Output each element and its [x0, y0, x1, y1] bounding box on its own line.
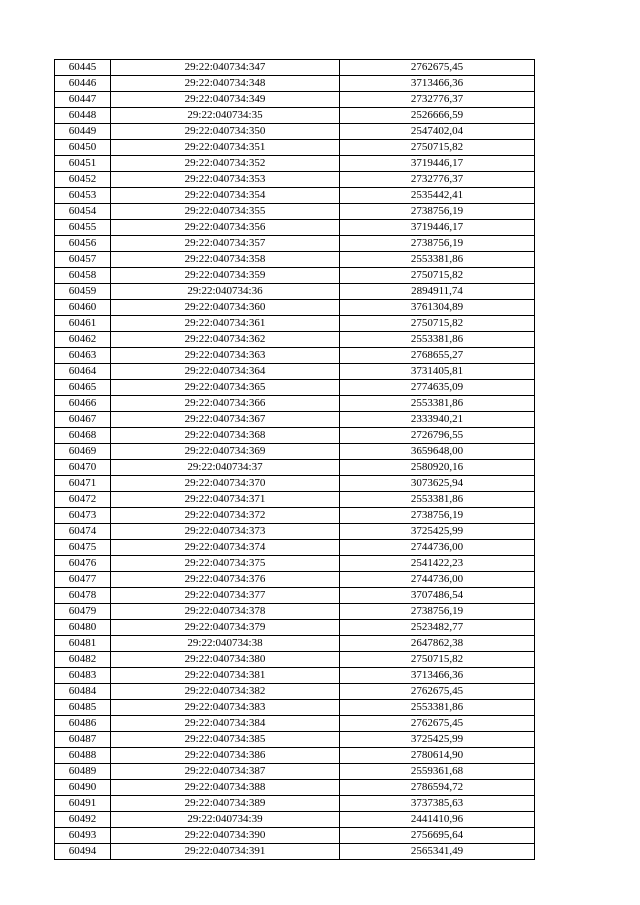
row-number-cell: 60450 — [55, 140, 111, 156]
row-number-cell: 60483 — [55, 668, 111, 684]
row-number-cell: 60459 — [55, 284, 111, 300]
value-cell: 2333940,21 — [340, 412, 535, 428]
cadastral-number-cell: 29:22:040734:352 — [111, 156, 340, 172]
table-row — [55, 444, 535, 460]
table-row — [55, 284, 535, 300]
cadastral-number-cell: 29:22:040734:351 — [111, 140, 340, 156]
table-row — [55, 668, 535, 684]
row-number-cell: 60462 — [55, 332, 111, 348]
value-cell: 3761304,89 — [340, 300, 535, 316]
row-number-cell: 60490 — [55, 780, 111, 796]
table-body — [55, 60, 535, 860]
table-row — [55, 412, 535, 428]
table-row — [55, 764, 535, 780]
value-cell: 2750715,82 — [340, 652, 535, 668]
value-cell: 2738756,19 — [340, 604, 535, 620]
cadastral-number-cell: 29:22:040734:376 — [111, 572, 340, 588]
row-number-cell: 60478 — [55, 588, 111, 604]
row-number-cell: 60467 — [55, 412, 111, 428]
value-cell: 2541422,23 — [340, 556, 535, 572]
value-cell: 2780614,90 — [340, 748, 535, 764]
value-cell: 3719446,17 — [340, 220, 535, 236]
table-row — [55, 380, 535, 396]
value-cell: 2894911,74 — [340, 284, 535, 300]
table-row — [55, 252, 535, 268]
cadastral-number-cell: 29:22:040734:362 — [111, 332, 340, 348]
row-number-cell: 60460 — [55, 300, 111, 316]
table-row — [55, 748, 535, 764]
table-row — [55, 844, 535, 860]
row-number-cell: 60452 — [55, 172, 111, 188]
cadastral-number-cell: 29:22:040734:371 — [111, 492, 340, 508]
table-row — [55, 92, 535, 108]
value-cell: 3707486,54 — [340, 588, 535, 604]
value-cell: 3725425,99 — [340, 732, 535, 748]
row-number-cell: 60463 — [55, 348, 111, 364]
cadastral-number-cell: 29:22:040734:377 — [111, 588, 340, 604]
row-number-cell: 60470 — [55, 460, 111, 476]
cadastral-number-cell: 29:22:040734:350 — [111, 124, 340, 140]
table-row — [55, 124, 535, 140]
table-row — [55, 812, 535, 828]
value-cell: 2762675,45 — [340, 684, 535, 700]
row-number-cell: 60475 — [55, 540, 111, 556]
row-number-cell: 60466 — [55, 396, 111, 412]
row-number-cell: 60453 — [55, 188, 111, 204]
value-cell: 2744736,00 — [340, 572, 535, 588]
cadastral-number-cell: 29:22:040734:381 — [111, 668, 340, 684]
cadastral-number-cell: 29:22:040734:39 — [111, 812, 340, 828]
row-number-cell: 60465 — [55, 380, 111, 396]
value-cell: 2535442,41 — [340, 188, 535, 204]
table-row — [55, 348, 535, 364]
value-cell: 2750715,82 — [340, 140, 535, 156]
table-row — [55, 204, 535, 220]
row-number-cell: 60484 — [55, 684, 111, 700]
value-cell: 3073625,94 — [340, 476, 535, 492]
cadastral-number-cell: 29:22:040734:370 — [111, 476, 340, 492]
value-cell: 2553381,86 — [340, 332, 535, 348]
cadastral-number-cell: 29:22:040734:391 — [111, 844, 340, 860]
row-number-cell: 60486 — [55, 716, 111, 732]
cadastral-number-cell: 29:22:040734:378 — [111, 604, 340, 620]
value-cell: 2553381,86 — [340, 252, 535, 268]
cadastral-number-cell: 29:22:040734:360 — [111, 300, 340, 316]
table-row — [55, 60, 535, 76]
cadastral-number-cell: 29:22:040734:366 — [111, 396, 340, 412]
cadastral-number-cell: 29:22:040734:388 — [111, 780, 340, 796]
cadastral-number-cell: 29:22:040734:386 — [111, 748, 340, 764]
cadastral-number-cell: 29:22:040734:358 — [111, 252, 340, 268]
cadastral-number-cell: 29:22:040734:359 — [111, 268, 340, 284]
value-cell: 3737385,63 — [340, 796, 535, 812]
value-cell: 2786594,72 — [340, 780, 535, 796]
row-number-cell: 60474 — [55, 524, 111, 540]
value-cell: 2553381,86 — [340, 396, 535, 412]
row-number-cell: 60445 — [55, 60, 111, 76]
value-cell: 3719446,17 — [340, 156, 535, 172]
value-cell: 2559361,68 — [340, 764, 535, 780]
cadastral-number-cell: 29:22:040734:373 — [111, 524, 340, 540]
table-row — [55, 796, 535, 812]
table-row — [55, 460, 535, 476]
table-row — [55, 556, 535, 572]
value-cell: 2580920,16 — [340, 460, 535, 476]
table-row — [55, 172, 535, 188]
row-number-cell: 60473 — [55, 508, 111, 524]
value-cell: 2547402,04 — [340, 124, 535, 140]
row-number-cell: 60480 — [55, 620, 111, 636]
row-number-cell: 60456 — [55, 236, 111, 252]
value-cell: 2744736,00 — [340, 540, 535, 556]
row-number-cell: 60458 — [55, 268, 111, 284]
cadastral-number-cell: 29:22:040734:385 — [111, 732, 340, 748]
row-number-cell: 60457 — [55, 252, 111, 268]
value-cell: 2647862,38 — [340, 636, 535, 652]
table-row — [55, 492, 535, 508]
table-row — [55, 476, 535, 492]
cadastral-number-cell: 29:22:040734:382 — [111, 684, 340, 700]
value-cell: 2774635,09 — [340, 380, 535, 396]
value-cell: 2756695,64 — [340, 828, 535, 844]
cadastral-number-cell: 29:22:040734:36 — [111, 284, 340, 300]
cadastral-number-cell: 29:22:040734:353 — [111, 172, 340, 188]
value-cell: 3659648,00 — [340, 444, 535, 460]
value-cell: 2553381,86 — [340, 700, 535, 716]
row-number-cell: 60488 — [55, 748, 111, 764]
row-number-cell: 60472 — [55, 492, 111, 508]
table-row — [55, 540, 535, 556]
table-row — [55, 604, 535, 620]
table-row — [55, 236, 535, 252]
value-cell: 2762675,45 — [340, 716, 535, 732]
row-number-cell: 60469 — [55, 444, 111, 460]
table-row — [55, 108, 535, 124]
value-cell: 2738756,19 — [340, 204, 535, 220]
table-row — [55, 268, 535, 284]
value-cell: 2738756,19 — [340, 508, 535, 524]
table-row — [55, 140, 535, 156]
row-number-cell: 60447 — [55, 92, 111, 108]
cadastral-number-cell: 29:22:040734:390 — [111, 828, 340, 844]
table-row — [55, 684, 535, 700]
cadastral-number-cell: 29:22:040734:387 — [111, 764, 340, 780]
cadastral-number-cell: 29:22:040734:368 — [111, 428, 340, 444]
table-row — [55, 636, 535, 652]
value-cell: 2441410,96 — [340, 812, 535, 828]
row-number-cell: 60449 — [55, 124, 111, 140]
table-row — [55, 332, 535, 348]
row-number-cell: 60461 — [55, 316, 111, 332]
row-number-cell: 60482 — [55, 652, 111, 668]
cadastral-number-cell: 29:22:040734:357 — [111, 236, 340, 252]
row-number-cell: 60487 — [55, 732, 111, 748]
row-number-cell: 60492 — [55, 812, 111, 828]
cadastral-number-cell: 29:22:040734:383 — [111, 700, 340, 716]
cadastral-number-cell: 29:22:040734:35 — [111, 108, 340, 124]
value-cell: 2726796,55 — [340, 428, 535, 444]
cadastral-number-cell: 29:22:040734:363 — [111, 348, 340, 364]
table-row — [55, 188, 535, 204]
row-number-cell: 60446 — [55, 76, 111, 92]
table-row — [55, 76, 535, 92]
cadastral-number-cell: 29:22:040734:347 — [111, 60, 340, 76]
table-row — [55, 300, 535, 316]
table-row — [55, 156, 535, 172]
value-cell: 2732776,37 — [340, 92, 535, 108]
table-row — [55, 732, 535, 748]
row-number-cell: 60491 — [55, 796, 111, 812]
row-number-cell: 60455 — [55, 220, 111, 236]
cadastral-number-cell: 29:22:040734:38 — [111, 636, 340, 652]
cadastral-number-cell: 29:22:040734:367 — [111, 412, 340, 428]
row-number-cell: 60479 — [55, 604, 111, 620]
table-row — [55, 588, 535, 604]
table-row — [55, 828, 535, 844]
value-cell: 3713466,36 — [340, 668, 535, 684]
table-row — [55, 220, 535, 236]
row-number-cell: 60493 — [55, 828, 111, 844]
cadastral-number-cell: 29:22:040734:372 — [111, 508, 340, 524]
cadastral-number-cell: 29:22:040734:364 — [111, 364, 340, 380]
value-cell: 2738756,19 — [340, 236, 535, 252]
cadastral-number-cell: 29:22:040734:374 — [111, 540, 340, 556]
row-number-cell: 60471 — [55, 476, 111, 492]
cadastral-number-cell: 29:22:040734:349 — [111, 92, 340, 108]
data-table — [54, 59, 535, 860]
row-number-cell: 60464 — [55, 364, 111, 380]
row-number-cell: 60485 — [55, 700, 111, 716]
row-number-cell: 60454 — [55, 204, 111, 220]
table-row — [55, 316, 535, 332]
row-number-cell: 60481 — [55, 636, 111, 652]
row-number-cell: 60468 — [55, 428, 111, 444]
value-cell: 3713466,36 — [340, 76, 535, 92]
table-row — [55, 700, 535, 716]
value-cell: 2565341,49 — [340, 844, 535, 860]
cadastral-number-cell: 29:22:040734:384 — [111, 716, 340, 732]
row-number-cell: 60477 — [55, 572, 111, 588]
value-cell: 2523482,77 — [340, 620, 535, 636]
value-cell: 3725425,99 — [340, 524, 535, 540]
value-cell: 2732776,37 — [340, 172, 535, 188]
value-cell: 2768655,27 — [340, 348, 535, 364]
value-cell: 2750715,82 — [340, 268, 535, 284]
table-row — [55, 572, 535, 588]
cadastral-number-cell: 29:22:040734:369 — [111, 444, 340, 460]
cadastral-number-cell: 29:22:040734:380 — [111, 652, 340, 668]
cadastral-number-cell: 29:22:040734:379 — [111, 620, 340, 636]
table-row — [55, 652, 535, 668]
table-row — [55, 524, 535, 540]
cadastral-number-cell: 29:22:040734:355 — [111, 204, 340, 220]
row-number-cell: 60476 — [55, 556, 111, 572]
value-cell: 2553381,86 — [340, 492, 535, 508]
value-cell: 3731405,81 — [340, 364, 535, 380]
cadastral-number-cell: 29:22:040734:361 — [111, 316, 340, 332]
cadastral-number-cell: 29:22:040734:348 — [111, 76, 340, 92]
table-row — [55, 364, 535, 380]
table-row — [55, 716, 535, 732]
row-number-cell: 60494 — [55, 844, 111, 860]
value-cell: 2762675,45 — [340, 60, 535, 76]
value-cell: 2526666,59 — [340, 108, 535, 124]
table-row — [55, 396, 535, 412]
table-row — [55, 620, 535, 636]
cadastral-number-cell: 29:22:040734:365 — [111, 380, 340, 396]
cadastral-number-cell: 29:22:040734:356 — [111, 220, 340, 236]
cadastral-number-cell: 29:22:040734:389 — [111, 796, 340, 812]
table-row — [55, 508, 535, 524]
row-number-cell: 60489 — [55, 764, 111, 780]
row-number-cell: 60451 — [55, 156, 111, 172]
cadastral-number-cell: 29:22:040734:354 — [111, 188, 340, 204]
cadastral-number-cell: 29:22:040734:375 — [111, 556, 340, 572]
value-cell: 2750715,82 — [340, 316, 535, 332]
row-number-cell: 60448 — [55, 108, 111, 124]
table-row — [55, 428, 535, 444]
cadastral-number-cell: 29:22:040734:37 — [111, 460, 340, 476]
table-row — [55, 780, 535, 796]
